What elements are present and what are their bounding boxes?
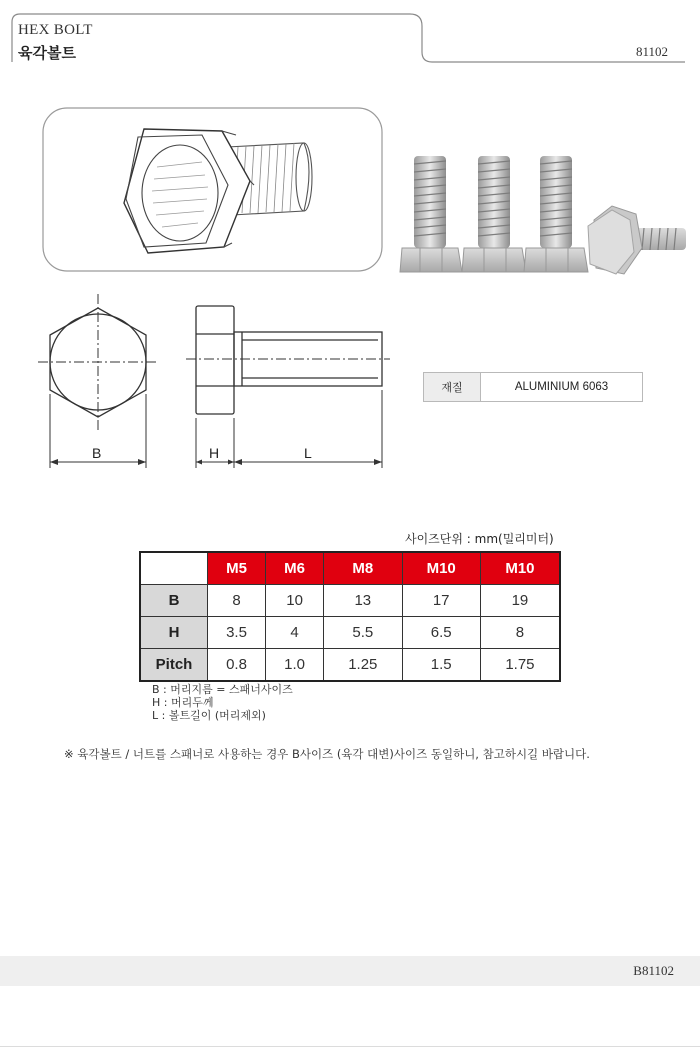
material-value: ALUMINIUM 6063 [514,381,609,393]
footer-band [0,956,700,986]
spec-cell: 4 [266,617,324,649]
spec-table-row [140,617,560,649]
material-box [423,372,643,402]
spec-row-header: H [140,617,208,649]
bolt-photo-2 [462,156,526,272]
spec-cell: 1.0 [266,649,324,682]
spec-cell: 10 [266,585,324,617]
spec-table-row [140,585,560,617]
spec-col-header: M10 [480,552,560,585]
bolt-photo-1 [400,156,462,272]
spec-table-header-row [140,552,560,585]
spec-cell: 1.25 [324,649,402,682]
material-label: 재질 [424,373,481,401]
bolt-sketch-illustration [42,107,384,273]
usage-note: ※ 육각볼트 / 너트를 스패너로 사용하는 경우 B사이즈 (육각 대변)사이즈 동일하니, 참고하시길 바랍니다. [64,747,590,761]
spec-cell: 17 [402,585,480,617]
spec-row-header: B [140,585,208,617]
spec-cell: 5.5 [324,617,402,649]
spec-col-header: M6 [266,552,324,585]
bolt-photo-4 [588,206,686,274]
title-korean: 육각볼트 [18,44,76,62]
spec-row-header: Pitch [140,649,208,682]
dim-label-h: H [209,445,220,461]
spec-col-header: M10 [402,552,480,585]
footer-code: B81102 [633,963,674,978]
spec-cell: 8 [208,585,266,617]
spec-table-row [140,649,560,682]
size-unit-note: 사이즈단위 : mm(밀리미터) [405,532,554,546]
spec-cell: 6.5 [402,617,480,649]
spec-cell: 3.5 [208,617,266,649]
spec-cell: 19 [480,585,560,617]
spec-cell: 1.75 [480,649,560,682]
legend-line: H : 머리두께 [152,696,214,709]
product-code: 81102 [636,44,669,59]
bolt-photo-3 [524,156,588,272]
header-frame [0,0,700,70]
legend [152,683,293,722]
spec-cell: 8 [480,617,560,649]
spec-col-header: M5 [208,552,266,585]
spec-table [139,551,561,682]
spec-table-corner [140,552,208,585]
spec-cell: 13 [324,585,402,617]
bolt-product-photo [398,148,690,283]
bottom-divider [0,1046,700,1047]
spec-cell: 0.8 [208,649,266,682]
legend-line: B : 머리지름 = 스패너사이즈 [152,683,293,696]
spec-cell: 1.5 [402,649,480,682]
spec-col-header: M8 [324,552,402,585]
legend-line: L : 볼트길이 (머리제외) [152,709,266,722]
dim-label-l: L [304,445,312,461]
dim-label-b: B [92,445,102,461]
title-english: HEX BOLT [18,22,93,38]
technical-drawing [30,290,410,480]
